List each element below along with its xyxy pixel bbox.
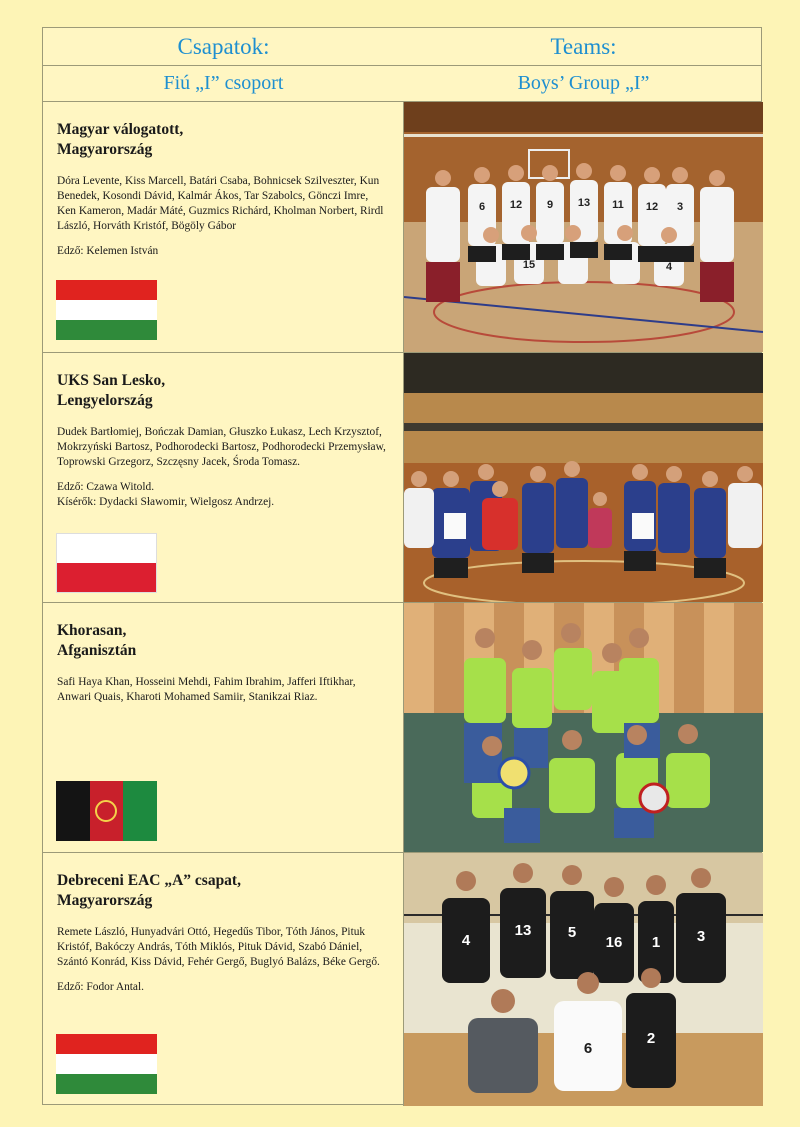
team-name bbox=[57, 621, 389, 661]
player-list: Dóra Levente, Kiss Marcell, Batári Csaba, Bohnicsek Szilveszter, Kun Benedek, Kosondi Dávid, Kalmár Ákos, Tar Szabolcs, Gönczi Imre, Ken Kameron, Madár Máté, Guzmics Richárd, Kholman Norbert, Rirdl László, Horváth Kristóf, Bögöly Gábor bbox=[57, 175, 384, 232]
afghan-emblem-icon bbox=[95, 800, 117, 822]
group-title-en: Boys’ Group „I” bbox=[517, 72, 650, 94]
coach-line: Edző: Czawa Witold. Kísérők: Dydacki Sławomir, Wielgosz Andrzej. bbox=[57, 481, 275, 508]
team-name bbox=[57, 120, 389, 160]
jersey-number: 6 bbox=[478, 201, 486, 213]
team-photo-uks-san-lesko bbox=[404, 353, 763, 602]
teams-title-en: Teams: bbox=[550, 33, 617, 59]
team-row-khorasan bbox=[43, 603, 761, 853]
jersey-number: 4 bbox=[665, 261, 673, 273]
team-name-line1: UKS San Lesko, bbox=[57, 372, 166, 389]
team-photo bbox=[404, 102, 763, 352]
team-name-line1: Khorasan, bbox=[57, 622, 127, 639]
jersey-number: 12 bbox=[645, 201, 659, 213]
team-row-hungary-national bbox=[43, 102, 761, 353]
team-photo bbox=[404, 353, 763, 602]
team-info bbox=[43, 102, 404, 352]
team-country: Afganisztán bbox=[57, 642, 137, 659]
team-photo-khorasan bbox=[404, 603, 763, 852]
team-photo bbox=[404, 853, 763, 1106]
team-photo-hungary-national bbox=[404, 102, 763, 352]
coach-line: Edző: Kelemen István bbox=[57, 245, 159, 257]
team-row-uks-san-lesko bbox=[43, 353, 761, 603]
player-list: Dudek Bartłomiej, Bończak Damian, Głuszko Łukasz, Lech Krzysztof, Mokrzyński Bartosz, Podhorodecki Bartosz, Podhorodecki Przemysław, Toprowski Grzegorz, Szczęsny Jacek, Środa Tomasz. bbox=[57, 426, 386, 468]
team-row-debreceni-eac bbox=[43, 853, 761, 1106]
jersey-number: 3 bbox=[696, 928, 706, 945]
team-name-line1: Magyar válogatott, bbox=[57, 121, 184, 138]
jersey-number: 2 bbox=[646, 1030, 656, 1047]
jersey-number: 15 bbox=[522, 259, 536, 271]
team-photo-debreceni-eac bbox=[404, 853, 763, 1106]
team-name bbox=[57, 871, 389, 911]
jersey-number: 13 bbox=[514, 922, 532, 939]
header-titles-row bbox=[43, 28, 761, 66]
jersey-number: 6 bbox=[583, 1040, 593, 1057]
team-photo bbox=[404, 603, 763, 852]
team-country: Lengyelország bbox=[57, 392, 153, 409]
jersey-number: 11 bbox=[612, 199, 624, 211]
poland-flag bbox=[56, 533, 157, 593]
player-list: Safi Haya Khan, Hosseini Mehdi, Fahim Ibrahim, Jafferi Iftikhar, Anwari Quais, Kharoti Mohamed Samiir, Stanikzai Riaz. bbox=[57, 676, 356, 703]
team-info bbox=[43, 353, 404, 602]
group-title-hu: Fiú „I” csoport bbox=[163, 72, 284, 94]
jersey-number: 9 bbox=[546, 199, 554, 211]
jersey-number: 4 bbox=[461, 932, 471, 949]
jersey-number: 16 bbox=[605, 934, 623, 951]
teams-title-hu: Csapatok: bbox=[177, 33, 270, 59]
hungary-flag bbox=[56, 280, 157, 340]
team-country: Magyarország bbox=[57, 141, 153, 158]
team-name bbox=[57, 371, 389, 411]
header-group-row bbox=[43, 66, 761, 102]
hungary-flag bbox=[56, 1034, 157, 1094]
jersey-number: 1 bbox=[651, 934, 661, 951]
jersey-number: 5 bbox=[567, 924, 577, 941]
jersey-number: 3 bbox=[676, 201, 684, 213]
team-country: Magyarország bbox=[57, 892, 153, 909]
team-info bbox=[43, 853, 404, 1106]
jersey-number: 13 bbox=[577, 197, 591, 209]
player-list: Remete László, Hunyadvári Ottó, Hegedűs Tibor, Tóth János, Pituk Kristóf, Bakóczy András, Tóth Miklós, Pituk Dávid, Szabó Dániel, Szántó Konrád, Kiss Dávid, Fehér Gergő, Buglyó Balázs, Béke Gergő. bbox=[57, 926, 380, 968]
team-info bbox=[43, 603, 404, 852]
jersey-number: 12 bbox=[509, 199, 523, 211]
afghanistan-flag bbox=[56, 781, 157, 841]
coach-line: Edző: Fodor Antal. bbox=[57, 981, 145, 993]
page-frame bbox=[42, 27, 762, 1105]
team-name-line1: Debreceni EAC „A” csapat, bbox=[57, 872, 241, 889]
